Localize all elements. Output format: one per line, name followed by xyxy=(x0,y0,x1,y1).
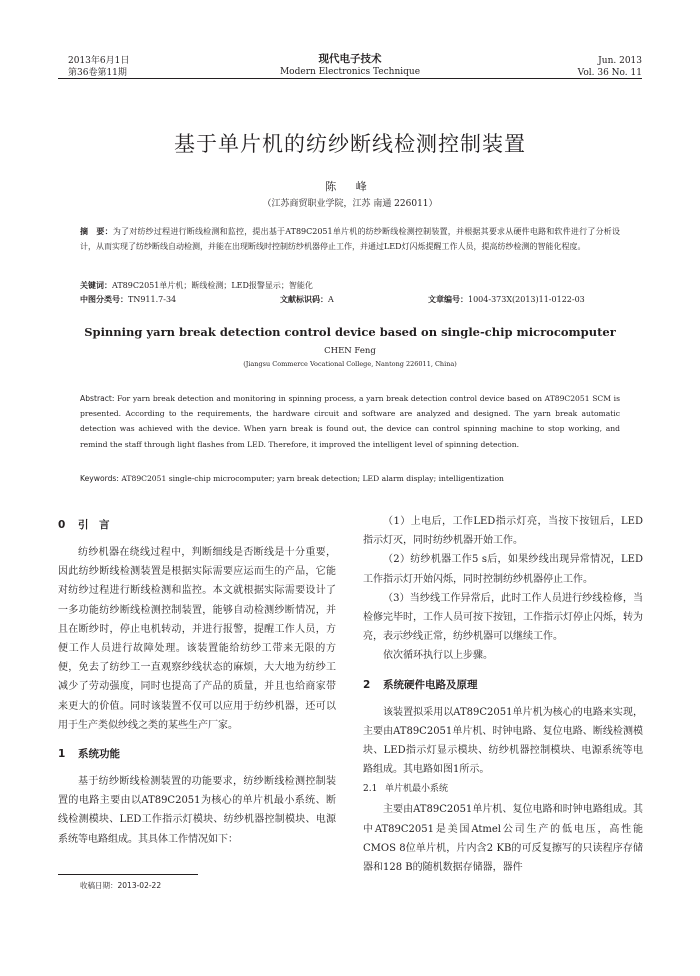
function-item-1: （1）上电后，工作LED指示灯亮，当按下按钮后，LED指示灯灭，同时纺纱机器开始工作。 xyxy=(363,516,643,547)
journal-name-cn: 现代电子技术 xyxy=(318,53,382,65)
article-number xyxy=(428,294,585,305)
subsection-2-1-heading xyxy=(363,780,643,798)
clc-value: TN911.7-34 xyxy=(128,295,177,304)
header-date-en: Jun. 2013 xyxy=(598,56,642,66)
abstract-en-label: Abstract: xyxy=(80,394,115,403)
keywords-en-text: AT89C2051 single-chip microcomputer; yarn break detection; LED alarm display; intelligentization xyxy=(118,474,504,483)
clc-label: 中图分类号： xyxy=(80,295,128,304)
section-2-number: 2 xyxy=(363,678,371,691)
article-label: 文章编号： xyxy=(428,295,468,304)
section-2-title: 系统硬件电路及原理 xyxy=(383,678,478,691)
abstract-en-text: For yarn break detection and monitoring in spinning process, a yarn break detection control device based on AT89C2051 SCM is presented. According to the requirements, the hardware circuit and software are analyzed and designed. The yarn break automatic detection was achieved with the device. When yarn break is found out, the device can control spinning machine to stop working, and remind the staff through light flashes from LED. Therefore, it improved the intelligent level of spinning detection. xyxy=(80,394,620,449)
journal-name-en: Modern Electronics Technique xyxy=(279,67,421,77)
loop-text: 依次循环执行以上步骤。 xyxy=(383,650,493,662)
subsection-2-1-title: 单片机最小系统 xyxy=(385,784,449,795)
received-date-footnote xyxy=(80,880,161,891)
section-2-heading xyxy=(363,676,643,694)
affiliation-en: (Jiangsu Commerce Vocational College, Nantong 226011, China) xyxy=(243,360,457,368)
section-0-title: 引 言 xyxy=(78,519,110,531)
section-2-paragraph: 该装置拟采用以AT89C2051单片机为核心的电路来实现，主要由AT89C2051单片机、时钟电路、复位电路、断线检测模块、LED指示灯显示模块、纺纱机器控制模块、电源系统等电路组成。其电路如图1所示。 xyxy=(363,706,643,776)
doc-code xyxy=(280,294,334,305)
header-volume-issue: 第36卷第11期 xyxy=(68,68,127,78)
affiliation-cn: （江苏商贸职业学院，江苏 南通 226011） xyxy=(262,199,438,209)
header-date: 2013年6月1日 xyxy=(68,56,130,66)
keywords-cn-text: AT89C2051单片机；断线检测；LED报警显示；智能化 xyxy=(112,281,313,290)
author-cn: 陈 峰 xyxy=(325,180,375,193)
section-0-heading xyxy=(58,516,336,534)
header-rule xyxy=(58,78,642,79)
article-value: 1004-373X(2013)11-0122-03 xyxy=(468,295,585,304)
footnote-rule xyxy=(58,874,198,875)
section-1-title: 系统功能 xyxy=(78,748,120,761)
received-date-label: 收稿日期： xyxy=(80,881,118,890)
clc-number xyxy=(80,294,176,305)
subsection-2-1-number: 2.1 xyxy=(363,784,378,795)
subsection-2-1-paragraph: 主要由AT89C2051单片机、复位电路和时钟电路组成。其中AT89C2051是美国Atmel公司生产的低电压，高性能CMOS 8位单片机，片内含2 KB的可反复擦写的只读程序存储器和128 B的随机数据存储器，器件 xyxy=(363,804,643,874)
body-right-column xyxy=(363,512,643,877)
keywords-en-label: Keywords: xyxy=(80,474,119,483)
section-1-heading xyxy=(58,745,336,763)
header-volume-issue-en: Vol. 36 No. 11 xyxy=(577,68,642,78)
section-0-paragraph: 纺纱机器在绕线过程中，判断细线是否断线是十分重要，因此纺纱断线检测装置是根据实际需要应运而生的产品，它能对纺纱过程进行断线检测和监控。本文就根据实际需要设计了一多功能纺纱断线检测控制装置，能够自动检测纱断情况，并且在断纱时，停止电机转动，并进行报警，提醒工作人员，方便工作人员进行故障处理。该装置能给纺纱工带来无限的方便，免去了纺纱工一直观察纱线状态的麻烦，大大地为纺纱工减少了劳动强度，同时也提高了产品的质量，并且也给商家带来更大的价值。同时该装置不仅可以应用于纺纱机器，还可以用于生产类似纱线之类的某些生产厂家。 xyxy=(58,547,336,731)
keywords-cn-label: 关键词： xyxy=(80,281,112,290)
abstract-cn-label: 摘 要： xyxy=(80,227,113,236)
author-en: CHEN Feng xyxy=(324,346,376,356)
section-1-paragraph: 基于纺纱断线检测装置的功能要求，纺纱断线检测控制装置的电路主要由以AT89C2051为核心的单片机最小系统、断线检测模块、LED工作指示灯模块、纺纱机器控制模块、电源系统等电路组成。其具体工作情况如下： xyxy=(58,776,336,845)
body-left-column xyxy=(58,516,336,849)
doc-value: A xyxy=(328,295,334,304)
keywords-en xyxy=(80,471,620,486)
paper-title-cn: 基于单片机的纺纱断线检测控制装置 xyxy=(174,132,526,156)
section-0-number: 0 xyxy=(58,519,66,531)
abstract-en xyxy=(80,391,620,452)
paper-title-en: Spinning yarn break detection control device based on single-chip microcomputer xyxy=(84,325,616,339)
function-item-2: （2）纺纱机器工作5 s后，如果纱线出现异常情况，LED工作指示灯开始闪烁，同时控制纺纱机器停止工作。 xyxy=(363,554,643,585)
abstract-cn xyxy=(80,224,620,254)
function-item-3: （3）当纱线工作异常后，此时工作人员进行纱线检修，当检修完毕时，工作人员可按下按钮，工作指示灯停止闪烁，转为亮，表示纱线正常，纺纱机器可以继续工作。 xyxy=(363,592,643,643)
header-date-volume-en xyxy=(578,55,642,79)
section-1-number: 1 xyxy=(58,748,66,761)
received-date-value: 2013-02-22 xyxy=(117,881,162,890)
keywords-cn xyxy=(80,278,620,293)
abstract-cn-text: 为了对纺纱过程进行断线检测和监控，提出基于AT89C2051单片机的纺纱断线检测控制装置，并根据其要求从硬件电路和软件进行了分析设计，从而实现了纺纱断线自动检测，并能在出现断线时控制纺纱机器停止工作，并通过LED灯闪烁提醒工作人员，提高纺纱检测的智能化程度。 xyxy=(80,227,620,251)
doc-label: 文献标识码： xyxy=(280,295,328,304)
